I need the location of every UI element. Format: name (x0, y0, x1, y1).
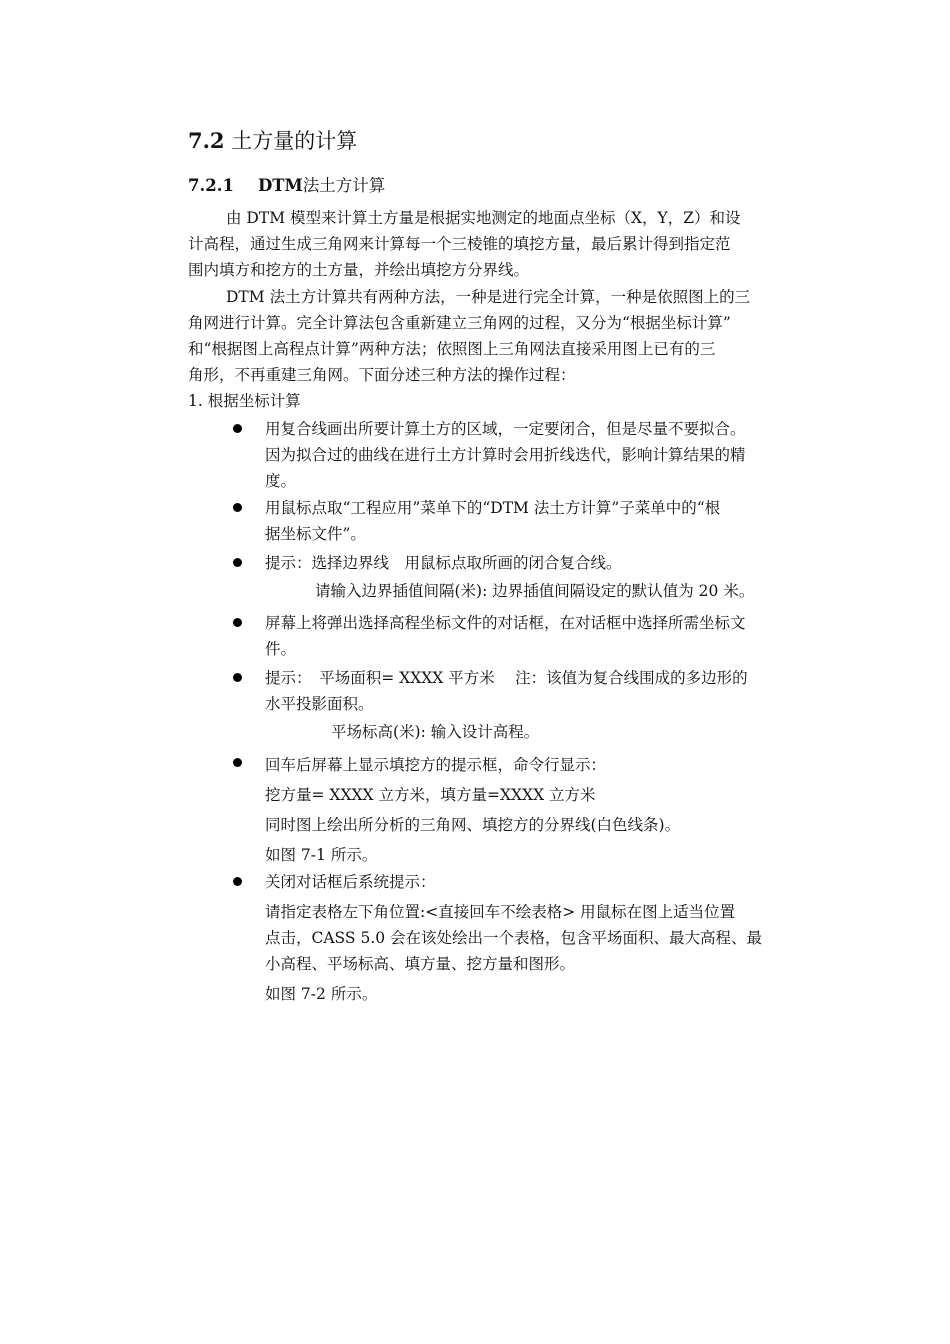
bullet-line: 因为拟合过的曲线在进行土方计算时会用折线迭代，影响计算结果的精 (265, 446, 746, 464)
bullet-line: 如图 7-1 所示。 (265, 846, 378, 864)
paragraph-line: 角网进行计算。完全计算法包含重新建立三角网的过程，又分为“根据坐标计算” (188, 314, 731, 332)
bullet-item (265, 495, 810, 547)
section-number: 7.2 (188, 128, 225, 153)
bullet-line: 用复合线画出所要计算土方的区域，一定要闭合，但是尽量不要拟合。 (265, 420, 746, 438)
bullet-note: 平场标高(米): 输入设计高程。 (331, 723, 540, 741)
methods-paragraph (188, 284, 808, 388)
bullet-dot (233, 501, 245, 513)
section-title: 土方量的计算 (231, 129, 358, 153)
bullet-line: 小高程、平场标高、填方量、挖方量和图形。 (265, 955, 576, 973)
bullet-line: 屏幕上将弹出选择高程坐标文件的对话框，在对话框中选择所需坐标文 (265, 614, 746, 632)
paragraph-line: 由 DTM 模型来计算土方量是根据实地测定的地面点坐标（X，Y，Z）和设 (226, 209, 741, 227)
bullet-item (265, 869, 810, 1007)
bullet-dot (233, 422, 245, 434)
bullet-dot (233, 756, 245, 768)
bullet-line: 提示： 平场面积= XXXX 平方米 注：该值为复合线围成的多边形的 (265, 669, 748, 687)
subsection-keyword: DTM (257, 176, 303, 195)
bullet-item (265, 665, 810, 717)
bullet-line: 水平投影面积。 (265, 695, 374, 713)
bullet-dot (233, 875, 245, 887)
bullet-line: 件。 (265, 640, 297, 658)
bullet-note: 请输入边界插值间隔(米): 边界插值间隔设定的默认值为 20 米。 (315, 582, 755, 600)
subsection-number: 7.2.1 (188, 176, 234, 195)
bullet-line: 用鼠标点取“工程应用”菜单下的“DTM 法土方计算”子菜单中的“根 (265, 499, 721, 517)
bullet-line: 提示：选择边界线 用鼠标点取所画的闭合复合线。 (265, 554, 622, 572)
paragraph-line: DTM 法土方计算共有两种方法，一种是进行完全计算，一种是依照图上的三 (226, 288, 751, 306)
bullet-item (265, 416, 810, 494)
section-heading (188, 126, 357, 156)
bullet-line: 同时图上绘出所分析的三角网、填挖方的分界线(白色线条)。 (265, 816, 681, 834)
intro-paragraph (188, 205, 808, 283)
paragraph-line: 和“根据图上高程点计算”两种方法；依照图上三角网法直接采用图上已有的三 (188, 340, 716, 358)
bullet-dot (233, 616, 245, 628)
bullet-item (265, 610, 810, 662)
subsection-heading (188, 174, 385, 198)
bullet-dot (233, 671, 245, 683)
bullet-line: 回车后屏幕上显示填挖方的提示框，命令行显示： (265, 756, 607, 774)
bullet-line: 度。 (265, 472, 297, 490)
bullet-dot (233, 556, 245, 568)
bullet-line: 挖方量= XXXX 立方米，填方量=XXXX 立方米 (265, 786, 596, 804)
step-heading: 1. 根据坐标计算 (188, 392, 301, 410)
paragraph-line: 计高程，通过生成三角网来计算每一个三棱锥的填挖方量，最后累计得到指定范 (188, 235, 731, 253)
bullet-item (265, 750, 810, 870)
bullet-line: 点击，CASS 5.0 会在该处绘出一个表格，包含平场面积、最大高程、最 (265, 929, 763, 947)
paragraph-line: 围内填方和挖方的土方量，并绘出填挖方分界线。 (188, 261, 530, 279)
subsection-title: 法土方计算 (302, 176, 386, 195)
bullet-line: 如图 7-2 所示。 (265, 985, 378, 1003)
bullet-line: 关闭对话框后系统提示： (265, 873, 436, 891)
bullet-line: 请指定表格左下角位置:<直接回车不绘表格> 用鼠标在图上适当位置 (265, 903, 736, 921)
bullet-line: 据坐标文件”。 (265, 525, 366, 543)
paragraph-line: 角形，不再重建三角网。下面分述三种方法的操作过程： (188, 366, 576, 384)
bullet-item (265, 550, 810, 576)
